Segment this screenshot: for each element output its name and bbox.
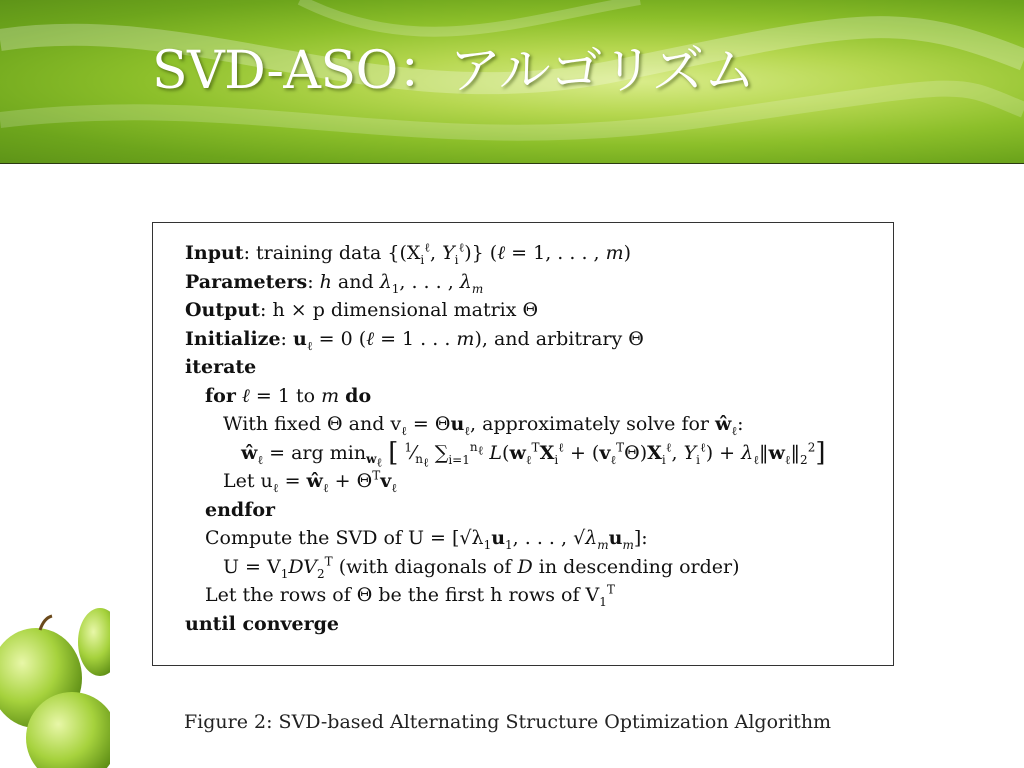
slide-title: SVD-ASO：アルゴリズム (152, 41, 756, 101)
argmin-line: $ŵ_\ell$ = arg $\min_{w_\ell}$ [ $^1⁄_{n_\ell}$ $\sum_{i=1}^{n_\ell}$ $L(w_\ell^TX_i^\ell + (v_\ell^T\Theta)X_i^\ell$, $Y_i^\ell$) + $\lambda_\ell‖w_\ell‖_2^2$] (241, 437, 826, 470)
let-rows-line: Let the rows of Θ be the first h rows of $V_1^T$ (205, 582, 615, 609)
let-u-line: Let $u_\ell$ = $ŵ_\ell + \Theta^Tv_\ell$ (223, 468, 398, 495)
input-line: Input: training data {($X_i^\ell$, $Y_i^\ell$)} (ℓ = 1, . . . , m) (185, 240, 632, 267)
endfor-line: endfor (205, 498, 276, 521)
figure-caption: Figure 2: SVD-based Alternating Structure Optimization Algorithm (184, 711, 832, 733)
initialize-line: Initialize: $u_\ell = 0$ (ℓ = 1 . . . m), and arbitrary Θ (185, 327, 644, 353)
algorithm-listing (185, 239, 825, 638)
for-line: for ℓ = 1 to m do (205, 384, 372, 407)
iterate-line: iterate (185, 356, 257, 378)
output-line: Output: h × p dimensional matrix Θ (185, 299, 539, 321)
until-line: until converge (185, 612, 340, 635)
parameters-line: Parameters: h and $\lambda_1$, . . . , $\lambda_m$ (185, 270, 484, 296)
svd-decomposition-line: $U = V_1DV_2^T$ (with diagonals of D in descending order) (223, 554, 740, 581)
with-fixed-line: With fixed Θ and $v_\ell = \Theta u_\ell$, approximately solve for $ŵ_\ell$: (223, 413, 744, 438)
compute-svd-line: Compute the SVD of $U = [√\lambda_1u_1$, . . . , $√\lambda_mu_m$]: (205, 527, 648, 552)
algorithm-box (152, 222, 894, 666)
apple-decoration (0, 560, 110, 768)
input-keyword: Input (185, 242, 244, 264)
